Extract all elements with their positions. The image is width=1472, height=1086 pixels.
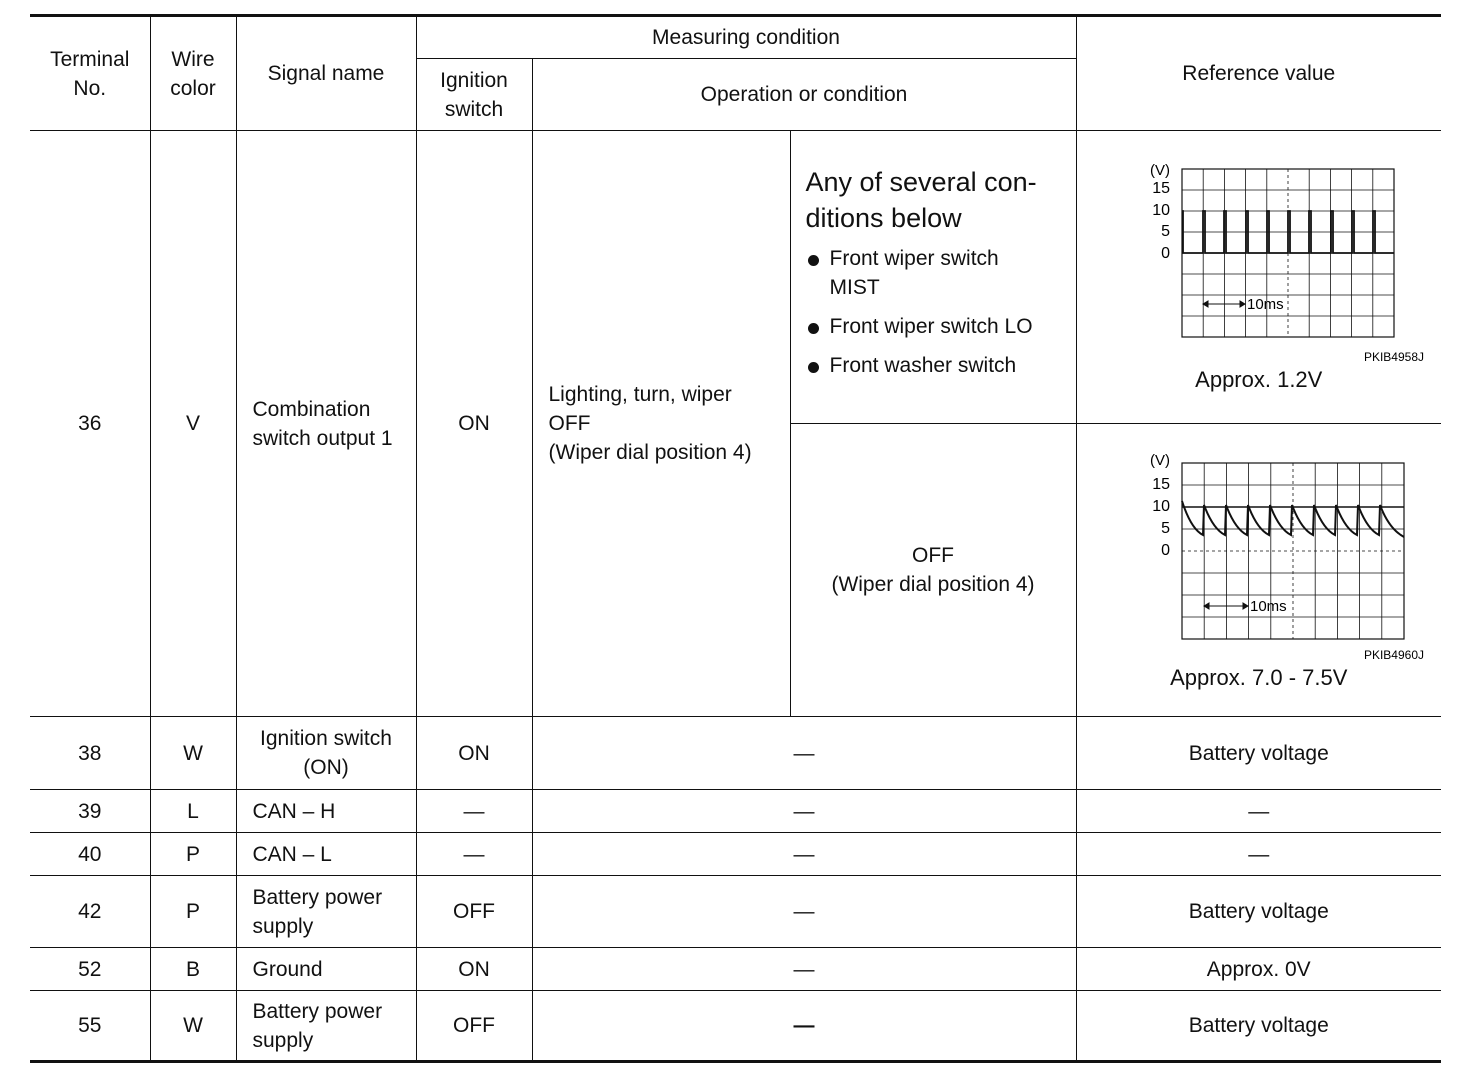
operation-cell: — (532, 833, 1076, 876)
signal-name-cell: Ground (236, 948, 416, 991)
scope-tick: 5 (1160, 222, 1170, 240)
condition-heading: Any of several con- ditions below (805, 167, 1037, 233)
condition-list-cell (790, 131, 1076, 424)
wire-color-cell: P (150, 876, 236, 948)
reference-value-text: Approx. 1.2V (1195, 366, 1323, 392)
ignition-cell: — (416, 833, 532, 876)
terminal-cell: 40 (30, 833, 150, 876)
scope-tick: 0 (1160, 244, 1170, 262)
terminal-cell: 36 (30, 131, 150, 717)
reference-value-cell: Battery voltage (1076, 717, 1441, 790)
ignition-cell: OFF (416, 991, 532, 1062)
header-reference-value: Reference value (1076, 16, 1441, 131)
table-row (30, 991, 1441, 1062)
signal-name-cell: CAN – H (236, 790, 416, 833)
terminal-reference-table (30, 14, 1441, 1063)
operation-cell: — (532, 876, 1076, 948)
ignition-cell: OFF (416, 876, 532, 948)
scope-time-label: 10ms (1249, 597, 1287, 615)
scope-tick: 10 (1151, 201, 1170, 219)
table-row (30, 717, 1441, 790)
operation-cell: — (532, 948, 1076, 991)
wire-color-cell: V (150, 131, 236, 717)
scope-grid (1182, 463, 1404, 639)
wire-color-cell: W (150, 991, 236, 1062)
oscilloscope-waveform-2 (1094, 449, 1424, 664)
scope-tick: 15 (1151, 179, 1170, 197)
ignition-cell: ON (416, 948, 532, 991)
oscilloscope-waveform-1 (1094, 161, 1424, 366)
header-ignition-switch: Ignition switch (416, 59, 532, 131)
scope-unit: (V) (1149, 451, 1170, 469)
terminal-cell: 52 (30, 948, 150, 991)
scope-time-label: 10ms (1246, 295, 1284, 313)
reference-value-cell: Battery voltage (1076, 876, 1441, 948)
table-row (30, 876, 1441, 948)
reference-waveform-cell-1 (1076, 131, 1441, 424)
figure-code: PKIB4958J (1363, 349, 1424, 364)
operation-cell: Lighting, turn, wiper OFF (Wiper dial position 4) (532, 131, 790, 717)
reference-value-text: Approx. 7.0 - 7.5V (1170, 664, 1348, 690)
signal-name-cell: Battery power supply (236, 991, 416, 1062)
bullet-item: Front wiper switch LO (806, 312, 1066, 341)
table-row (30, 833, 1441, 876)
wire-color-cell: W (150, 717, 236, 790)
scope-unit: (V) (1149, 161, 1170, 179)
condition-list (791, 164, 1076, 380)
reference-value-cell: — (1076, 833, 1441, 876)
table-row (30, 131, 1441, 424)
operation-cell: — (532, 991, 1076, 1062)
ignition-cell: ON (416, 717, 532, 790)
terminal-cell: 55 (30, 991, 150, 1062)
header-measuring-condition: Measuring condition (416, 16, 1076, 59)
terminal-cell: 38 (30, 717, 150, 790)
reference-waveform-cell-2 (1076, 424, 1441, 717)
figure-code: PKIB4960J (1363, 647, 1424, 662)
wire-color-cell: P (150, 833, 236, 876)
terminal-cell: 39 (30, 790, 150, 833)
header-signal-name: Signal name (236, 16, 416, 131)
signal-name-cell: Combination switch output 1 (236, 131, 416, 717)
terminal-cell: 42 (30, 876, 150, 948)
signal-name-cell: Ignition switch (ON) (236, 717, 416, 790)
table-row (30, 948, 1441, 991)
scope-tick: 10 (1151, 497, 1170, 515)
wire-color-cell: L (150, 790, 236, 833)
operation-cell: — (532, 717, 1076, 790)
ignition-cell: — (416, 790, 532, 833)
scope-tick: 5 (1160, 519, 1170, 537)
signal-name-cell: Battery power supply (236, 876, 416, 948)
header-terminal: Terminal No. (30, 16, 150, 131)
bullet-item: Front washer switch (806, 351, 1066, 380)
ignition-cell: ON (416, 131, 532, 717)
condition-off-cell: OFF (Wiper dial position 4) (790, 424, 1076, 717)
operation-cell: — (532, 790, 1076, 833)
header-wire-color: Wire color (150, 16, 236, 131)
bullet-item: Front wiper switch MIST (806, 244, 1066, 302)
reference-value-cell: — (1076, 790, 1441, 833)
header-operation-condition: Operation or condition (532, 59, 1076, 131)
scope-tick: 0 (1160, 541, 1170, 559)
reference-value-cell: Approx. 0V (1076, 948, 1441, 991)
scope-tick: 15 (1151, 475, 1170, 493)
wire-color-cell: B (150, 948, 236, 991)
table-row (30, 790, 1441, 833)
signal-name-cell: CAN – L (236, 833, 416, 876)
reference-value-cell: Battery voltage (1076, 991, 1441, 1062)
